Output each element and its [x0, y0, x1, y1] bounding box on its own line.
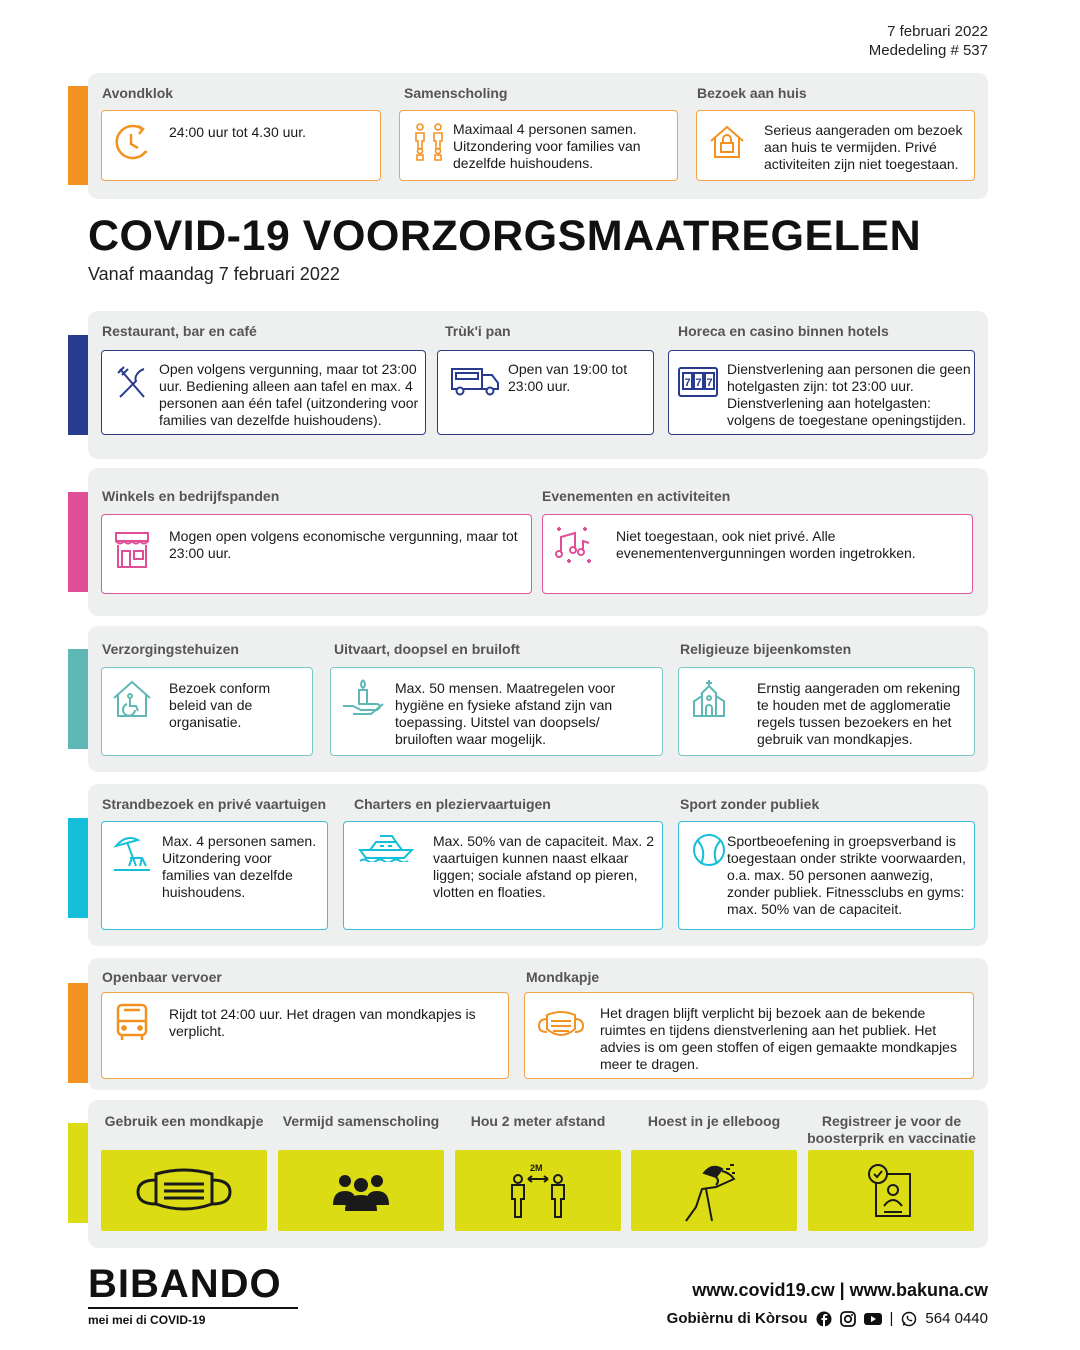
svg-text:7: 7 [706, 377, 713, 389]
boat-icon [358, 832, 416, 862]
section-title-verzorging: Verzorgingstehuizen [102, 641, 239, 657]
section-title-truk-i-pan: Trùk'i pan [445, 323, 511, 339]
section-title-charters: Charters en pleziervaartuigen [354, 796, 551, 812]
card-sport [678, 821, 975, 930]
band-care [88, 626, 988, 772]
card-evenementen [542, 514, 973, 594]
footer-government [667, 1310, 988, 1327]
page-subtitle: Vanaf maandag 7 februari 2022 [88, 264, 340, 284]
distance-label: 2M [530, 1162, 543, 1173]
accent-bar-cyan [68, 818, 88, 918]
bibando-logo: BIBANDO [88, 1262, 282, 1306]
card-text: Sportbeoefening in groepsverband is toegestaan onder strikte voorwaarden, o.a. max. 50 personen aanwezig, zonder publiek. Fitnessclubs en gyms: max. 50% van de capaciteit. [727, 833, 966, 917]
section-title-bezoek: Bezoek aan huis [697, 85, 807, 101]
card-strand [101, 821, 328, 930]
church-icon [689, 678, 729, 722]
card-text: 24:00 uur tot 4.30 uur. [169, 124, 306, 140]
card-text: Open van 19:00 tot 23:00 uur. [508, 361, 628, 394]
phone-number: 564 0440 [925, 1310, 988, 1327]
notice-number: Mededeling # 537 [868, 42, 988, 59]
card-truk-i-pan [437, 350, 654, 435]
section-title-sport: Sport zonder publiek [680, 796, 820, 812]
tip-register [808, 1150, 974, 1231]
registration-icon [866, 1162, 916, 1220]
accent-bar-pink [68, 492, 88, 592]
section-title-religieuze: Religieuze bijeenkomsten [680, 641, 852, 657]
food-truck-icon [450, 363, 500, 397]
card-text: Mogen open volgens economische vergunning, maar tot 23:00 uur. [169, 528, 518, 561]
page-title: COVID-19 VOORZORGSMAATREGELEN [88, 212, 922, 260]
section-title-uitvaart: Uitvaart, doopsel en bruiloft [334, 641, 520, 657]
crowd-icon [331, 1169, 391, 1213]
band-transport [88, 958, 988, 1090]
government-name: Gobièrnu di Kòrsou [666, 1310, 808, 1327]
section-title-openbaar-vervoer: Openbaar vervoer [102, 969, 222, 985]
svg-text:7: 7 [684, 377, 691, 389]
card-text: Max. 4 personen samen. Uitzondering voor families van dezelfde huishoudens. [162, 833, 317, 900]
ball-icon [689, 830, 729, 874]
house-lock-icon [707, 121, 747, 165]
notice-meta [869, 22, 988, 60]
tip-cough [631, 1150, 797, 1231]
accent-bar-orange-2 [68, 983, 88, 1083]
card-avondklok [101, 110, 381, 181]
whatsapp-icon[interactable] [901, 1311, 917, 1327]
instagram-icon[interactable] [840, 1311, 856, 1327]
section-title-evenementen: Evenementen en activiteiten [542, 488, 731, 504]
tip-distance [455, 1150, 621, 1231]
distance-icon [506, 1161, 570, 1221]
card-charters [343, 821, 663, 930]
card-text: Serieus aangeraden om bezoek aan huis te vermijden. Privé activiteiten zijn niet toegestaan. [764, 122, 963, 172]
card-samenscholing [399, 110, 678, 181]
section-title-hotels: Horeca en casino binnen hotels [678, 323, 889, 339]
music-notes-icon [553, 523, 593, 567]
svg-text:7: 7 [695, 377, 702, 389]
section-title-samenscholing: Samenscholing [404, 85, 508, 101]
card-winkels [101, 514, 532, 594]
card-text: Niet toegestaan, ook niet privé. Alle evenementenvergunningen worden ingetrokken. [616, 528, 916, 561]
candle-hand-icon [341, 676, 385, 720]
band-shops [88, 468, 988, 616]
card-text: Dienstverlening aan personen die geen hotelgasten zijn: tot 23:00 uur. Dienstverlening aan hotelgasten: volgens de toegestane openingstijden. [727, 361, 971, 428]
mask-icon [537, 1005, 585, 1045]
clock-icon [112, 121, 152, 165]
tip-title-crowd: Vermijd samenscholing [282, 1113, 440, 1129]
card-verzorging [101, 667, 313, 756]
accent-bar-navy [68, 335, 88, 435]
band-horeca [88, 311, 988, 459]
accent-bar-orange [68, 86, 88, 185]
tip-crowd [278, 1150, 444, 1231]
accent-bar-yellow [68, 1123, 88, 1223]
section-title-mondkapje: Mondkapje [526, 969, 600, 985]
card-text: Het dragen blijft verplicht bij bezoek aan de bekende ruimtes en tijdens dienstverlening aan het publiek. Het advies is om geen stoffen of eigen gemaakte mondkapjes meer te dragen. [600, 1005, 957, 1072]
card-restaurant [101, 350, 426, 435]
card-text: Bezoek conform beleid van de organisatie. [169, 680, 271, 730]
slot-machine-icon [677, 365, 719, 399]
card-bezoek [696, 110, 975, 181]
section-title-restaurant: Restaurant, bar en café [102, 323, 257, 339]
section-title-avondklok: Avondklok [102, 85, 174, 101]
card-openbaar-vervoer [101, 992, 509, 1079]
logo-underline [88, 1307, 298, 1309]
card-text: Open volgens vergunning, maar tot 23:00 uur. Bediening alleen aan tafel en max. 4 personen aan één tafel (uitzondering voor families van dezelfde huishoudens). [159, 361, 419, 428]
tip-title-distance: Hou 2 meter afstand [470, 1113, 606, 1129]
card-text: Ernstig aangeraden om rekening te houden met de agglomeratie regels tussen bezoekers en het gebruik van mondkapjes. [757, 680, 961, 747]
cutlery-icon [112, 361, 152, 405]
card-text: Rijdt tot 24:00 uur. Het dragen van mondkapjes is verplicht. [169, 1006, 476, 1039]
facebook-icon[interactable] [816, 1311, 832, 1327]
band-curfew [88, 73, 988, 199]
tip-title-register: Registreer je voor de boosterprik en vaccinatie [807, 1113, 976, 1146]
footer-urls[interactable]: www.covid19.cw | www.bakuna.cw [692, 1280, 988, 1300]
card-religieuze [678, 667, 975, 756]
card-text: Max. 50% van de capaciteit. Max. 2 vaartuigen kunnen naast elkaar liggen; sociale afstand op pieren, vlotten en floaties. [433, 833, 654, 900]
logo-tagline: mei mei di COVID-19 [88, 1313, 206, 1327]
card-uitvaart [330, 667, 663, 756]
tip-title-mask: Gebruik een mondkapje [104, 1113, 264, 1129]
section-title-strand: Strandbezoek en privé vaartuigen [102, 796, 327, 812]
card-hotels [668, 350, 975, 435]
card-text: Max. 50 mensen. Maatregelen voor hygiëne en fysieke afstand zijn van toepassing. Uitstel van doopsels/ bruiloften waar mogelijk. [395, 680, 616, 747]
notice-date: 7 februari 2022 [887, 23, 988, 40]
section-title-winkels: Winkels en bedrijfspanden [102, 488, 280, 504]
store-icon [112, 527, 152, 571]
tip-title-cough: Hoest in je elleboog [647, 1113, 781, 1129]
beach-icon [112, 832, 152, 876]
tip-mask [101, 1150, 267, 1231]
card-mondkapje [524, 992, 974, 1079]
youtube-icon[interactable] [864, 1311, 882, 1327]
mask-icon [134, 1166, 234, 1216]
cough-elbow-icon [682, 1159, 746, 1223]
card-text: Maximaal 4 personen samen. Uitzondering voor families van dezelfde huishoudens. [453, 121, 641, 171]
accent-bar-teal [68, 649, 88, 749]
people-icon [410, 121, 450, 165]
footer-separator: | [889, 1310, 894, 1327]
care-home-icon [112, 678, 152, 722]
band-leisure [88, 784, 988, 946]
bus-icon [112, 1001, 152, 1045]
